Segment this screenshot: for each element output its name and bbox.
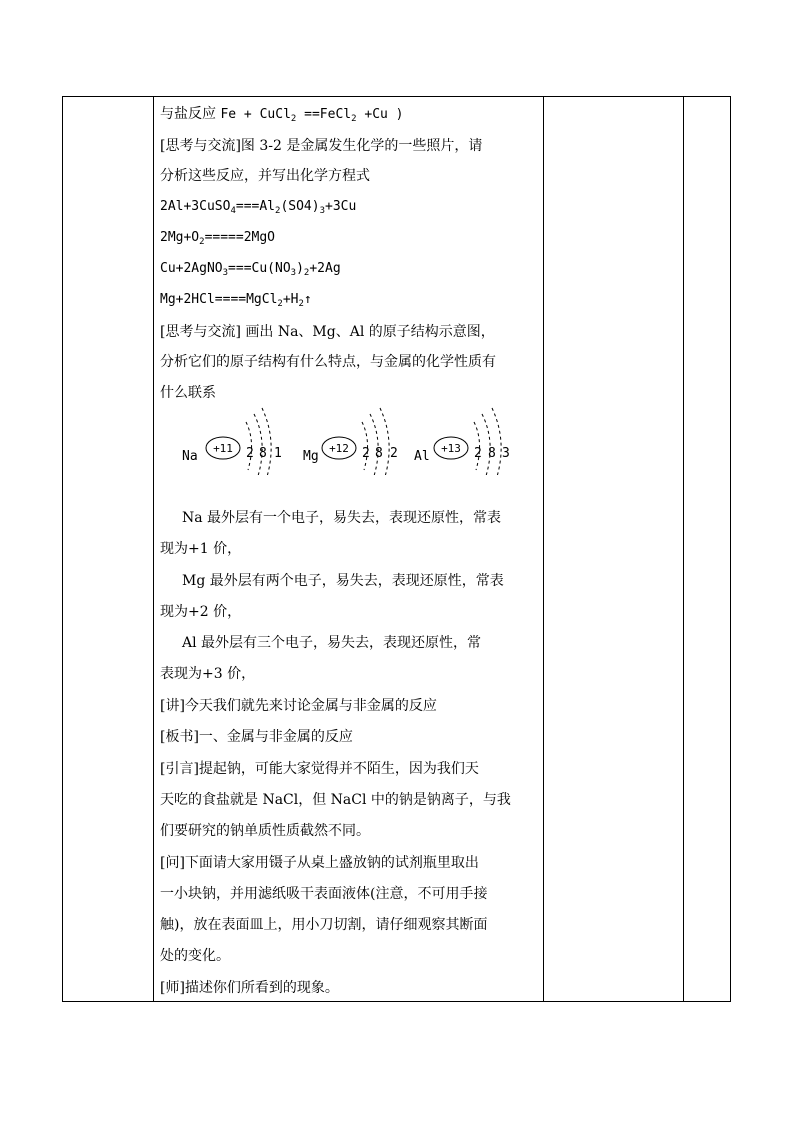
mg-description-line2: 现为+2 价， (160, 604, 242, 620)
question-line4: 处的变化。 (160, 948, 230, 964)
shell-electrons: 2 (362, 446, 370, 461)
na-description-line1: Na 最外层有一个电子，易失去，表现还原性，常表 (182, 510, 502, 526)
equation-mg-o2 (160, 228, 275, 248)
salt-reaction-label: 与盐反应 (160, 106, 221, 122)
subscript: 2 (303, 268, 310, 278)
shell-arc (380, 408, 389, 475)
equation-cu-agno3 (160, 259, 341, 279)
think-exchange-2-line2: 分析它们的原子结构有什么特点，与金属的化学性质有 (160, 354, 496, 370)
arrow-up: ↑ (303, 292, 312, 307)
formula-part: Cu+2AgNO (160, 261, 223, 276)
subscript: 2 (290, 114, 297, 124)
equation-mg-hcl (160, 290, 312, 310)
atomic-structure-diagrams (170, 400, 530, 475)
shell-arc (482, 414, 490, 475)
question-line2: 一小块钠，并用滤纸吸干表面液体(注意，不可用手接 (160, 886, 488, 902)
subscript: 3 (290, 268, 297, 278)
formula-part: ===Cu(NO (228, 261, 291, 276)
atom-symbol: Na (182, 449, 198, 464)
teacher-prompt: [师]描述你们所看到的现象。 (160, 980, 339, 996)
introduction-line1: [引言]提起钠，可能大家觉得并不陌生，因为我们天 (160, 761, 479, 777)
lecture-note: [讲]今天我们就先来讨论金属与非金属的反应 (160, 698, 437, 714)
question-line1: [问]下面请大家用镊子从桌上盛放钠的试剂瓶里取出 (160, 855, 479, 871)
equation-al-cuso4 (160, 197, 356, 217)
formula-part: =====2MgO (204, 230, 276, 245)
atom-diagram-mg (303, 408, 398, 475)
formula-part: +3Cu (325, 199, 357, 214)
formula-part: ===Al (235, 199, 276, 214)
mg-description-line1: Mg 最外层有两个电子，易失去，表现还原性，常表 (182, 573, 504, 589)
atom-symbol: Al (414, 449, 430, 464)
formula-part: +Cu ) (356, 107, 404, 122)
shell-arc (254, 414, 262, 475)
think-exchange-2-line3: 什么联系 (160, 385, 216, 401)
formula-part: Mg+2HCl====MgCl (160, 292, 278, 307)
shell-electrons: 2 (390, 446, 398, 461)
introduction-line3: 们要研究的钠单质性质截然不同。 (160, 823, 370, 839)
column-divider (543, 97, 544, 1001)
think-exchange-1-line2: 分析这些反应，并写出化学方程式 (160, 168, 370, 184)
atom-diagram-al (414, 408, 510, 475)
nucleus-charge: +12 (329, 442, 349, 455)
subscript: 2 (351, 114, 357, 124)
introduction-line2: 天吃的食盐就是 NaCl，但 NaCl 中的钠是钠离子，与我 (160, 792, 511, 808)
al-description-line1: Al 最外层有三个电子，易失去，表现还原性，常 (182, 635, 482, 651)
subscript: 2 (275, 206, 281, 216)
shell-electrons: 3 (502, 446, 510, 461)
subscript: 2 (298, 299, 304, 309)
shell-arc (370, 414, 378, 475)
column-divider (153, 97, 154, 1001)
think-exchange-2-line1: [思考与交流] 画出 Na、Mg、Al 的原子结构示意图， (160, 324, 495, 340)
column-divider (683, 97, 684, 1001)
subscript: 2 (277, 299, 283, 309)
shell-electrons: 8 (375, 446, 383, 461)
blackboard-heading: [板书]一、金属与非金属的反应 (160, 729, 353, 745)
na-description-line2: 现为+1 价， (160, 541, 242, 557)
shell-electrons: 8 (488, 446, 496, 461)
formula-part: 2Al+3CuSO (160, 199, 231, 214)
shell-arc (492, 408, 501, 475)
formula-part: Fe + CuCl (220, 107, 291, 122)
formula-part: +2Ag (309, 261, 341, 276)
shell-arc (262, 408, 271, 475)
subscript: 4 (230, 206, 236, 216)
subscript: 2 (199, 237, 205, 247)
think-exchange-1-line1: [思考与交流]图 3-2 是金属发生化学的一些照片，请 (160, 138, 483, 154)
formula-part: ==FeCl (296, 107, 352, 122)
nucleus-charge: +13 (441, 442, 461, 455)
nucleus-charge: +11 (213, 442, 233, 455)
atom-diagram-na (182, 408, 282, 475)
shell-electrons: 8 (259, 446, 267, 461)
shell-electrons: 2 (246, 446, 254, 461)
salt-reaction-line (160, 104, 404, 125)
formula-part: (SO4) (280, 199, 320, 214)
al-description-line2: 表现为+3 价， (160, 666, 256, 682)
shell-electrons: 2 (474, 446, 482, 461)
subscript: 3 (319, 206, 325, 216)
formula-part: ) (296, 261, 304, 276)
formula-part: 2Mg+O (160, 230, 200, 245)
subscript: 3 (222, 268, 229, 278)
formula-part: +H (282, 292, 299, 307)
question-line3: 触)，放在表面皿上，用小刀切割，请仔细观察其断面 (160, 917, 488, 933)
atom-symbol: Mg (303, 449, 319, 464)
shell-electrons: 1 (274, 446, 282, 461)
